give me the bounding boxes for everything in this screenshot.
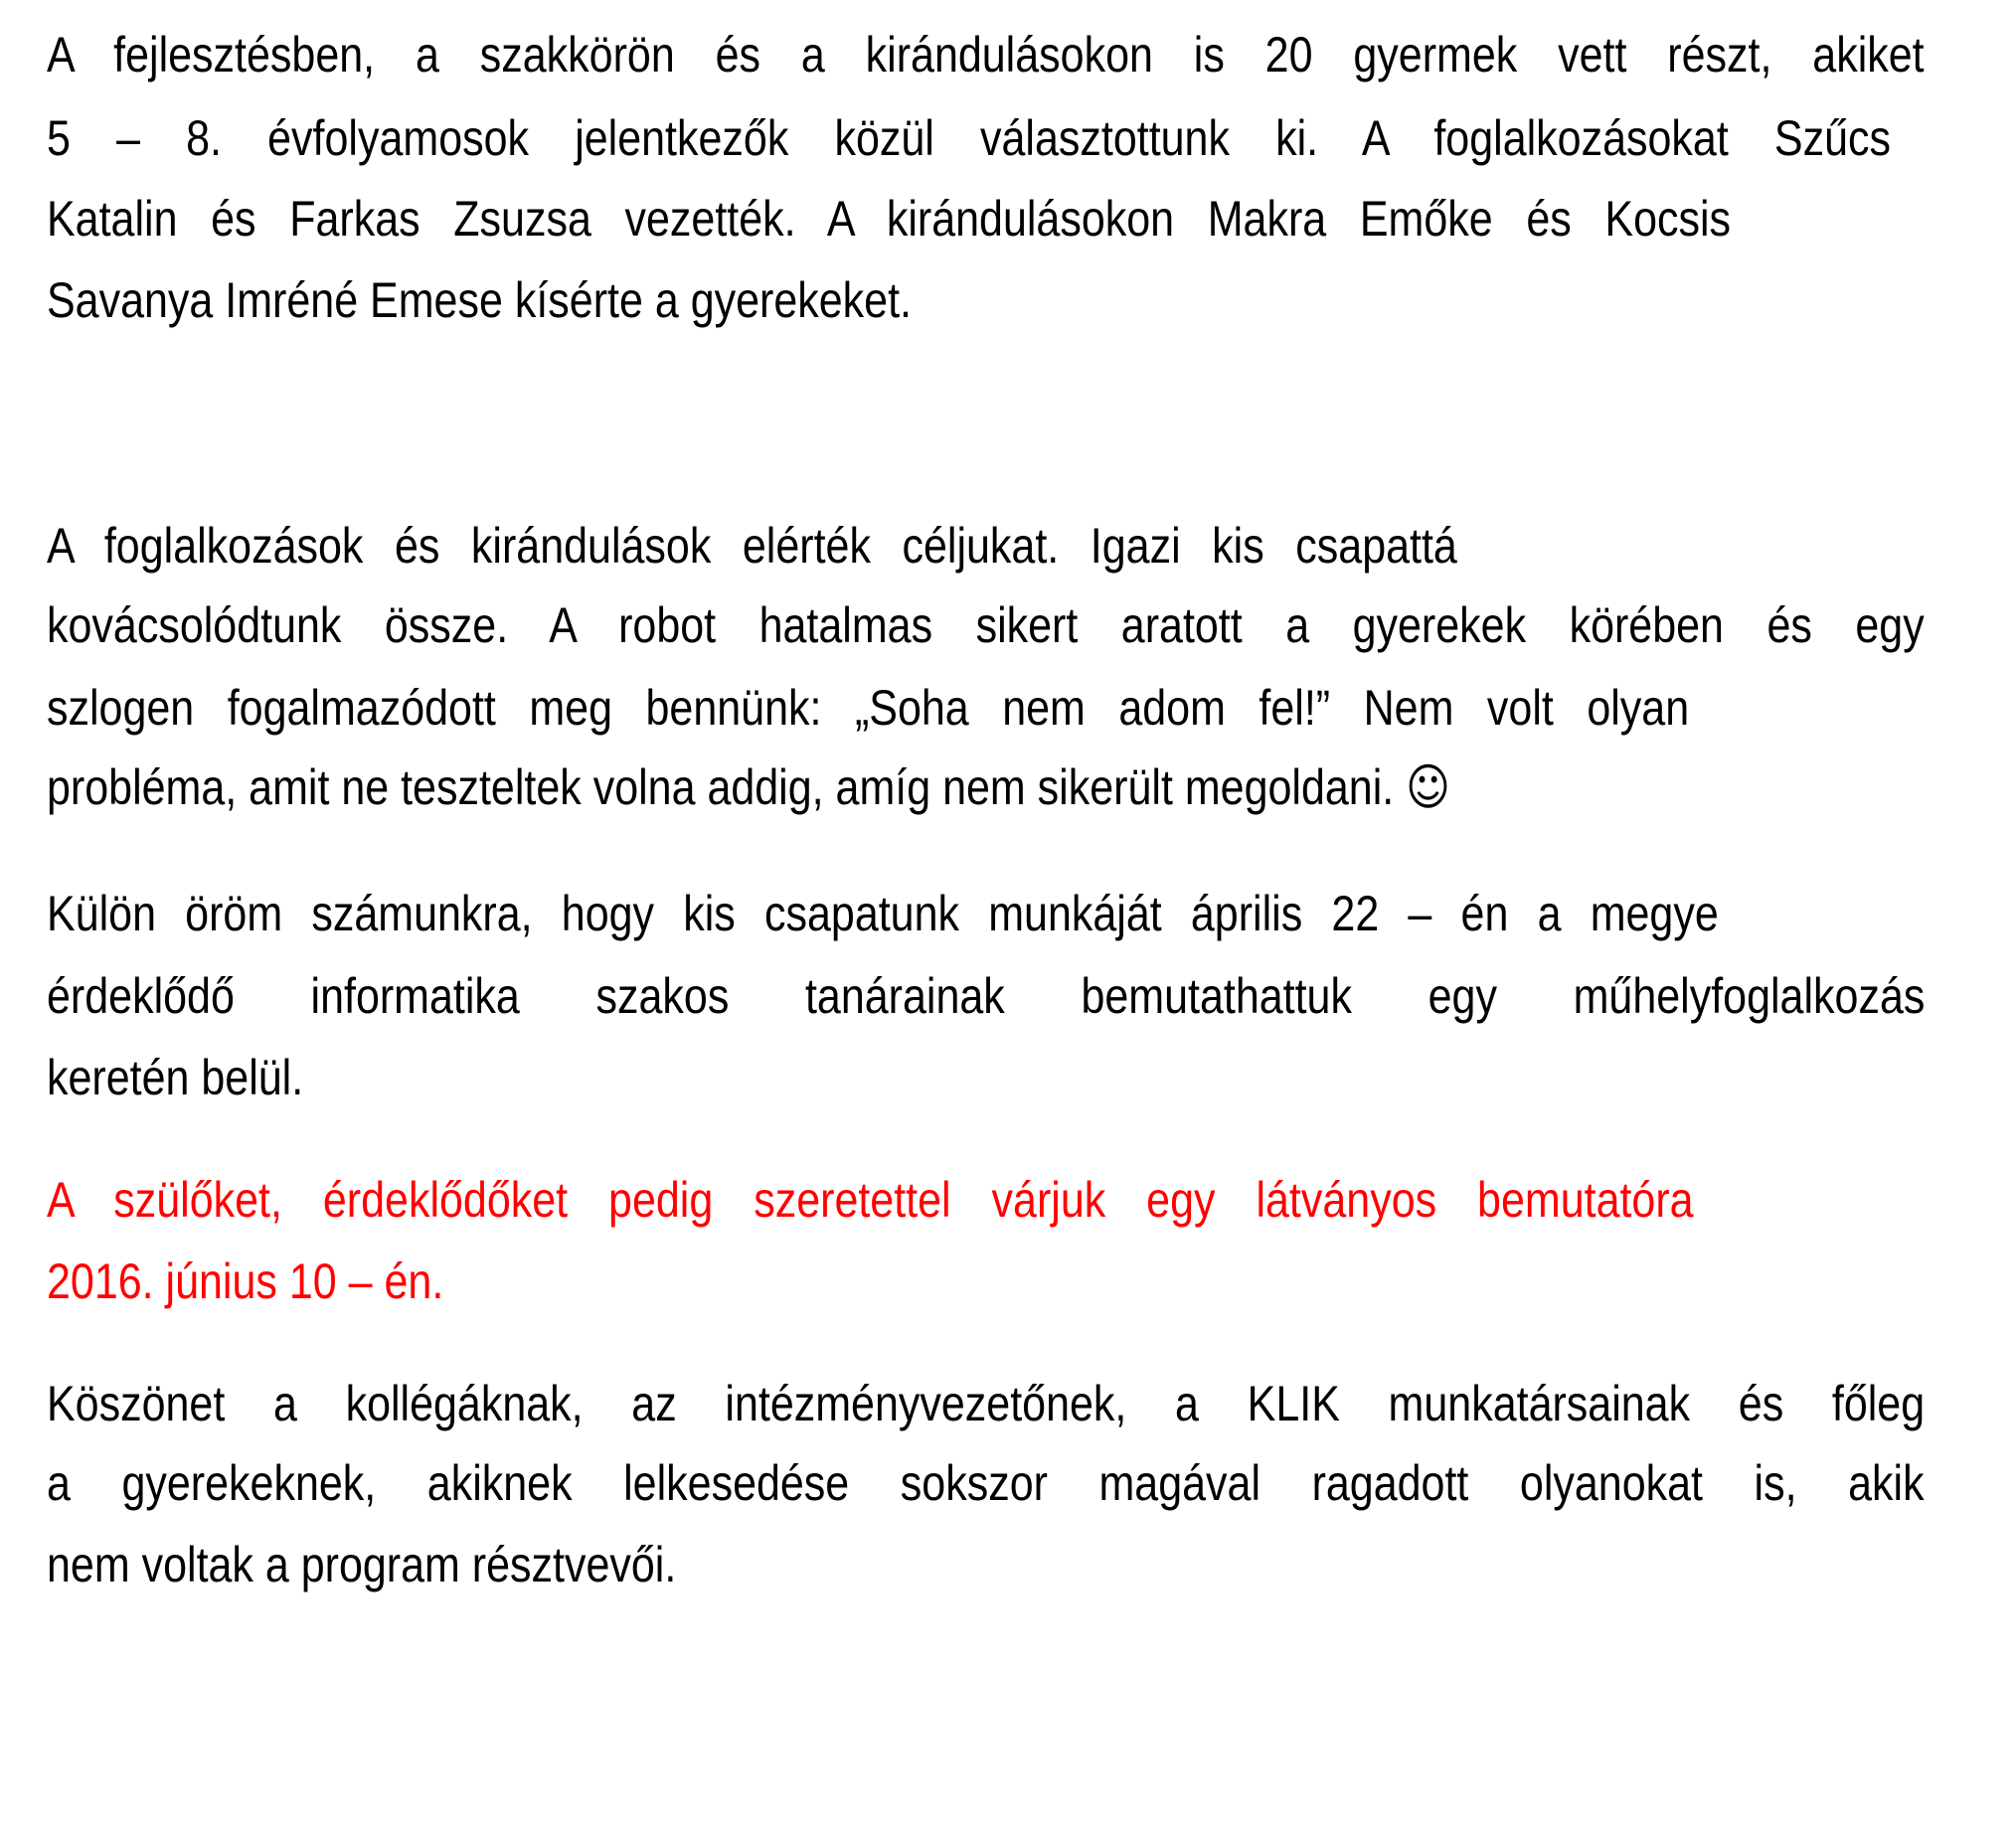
text-line: A foglalkozások és kirándulások elérték céljukat. Igazi kis csapattá — [47, 518, 1457, 574]
highlight-text-line: 2016. június 10 – én. — [47, 1253, 444, 1309]
text-line: 5 – 8. évfolyamosok jelentkezők közül választottunk ki. A foglalkozásokat Szűcs — [47, 110, 1892, 166]
text-line-content: probléma, amit ne teszteltek volna addig, amíg nem sikerült megoldani. — [47, 759, 1395, 815]
text-line: A fejlesztésben, a szakkörön és a kirándulásokon is 20 gyermek vett részt, akiket — [47, 27, 1925, 83]
text-line: nem voltak a program résztvevői. — [47, 1537, 677, 1592]
text-line: Köszönet a kollégáknak, az intézményvezetőnek, a KLIK munkatársainak és főleg — [47, 1376, 1926, 1431]
highlight-text-line: A szülőket, érdeklődőket pedig szeretettel várjuk egy látványos bemutatóra — [47, 1172, 1694, 1228]
text-line: Katalin és Farkas Zsuzsa vezették. A kirándulásokon Makra Emőke és Kocsis — [47, 191, 1732, 247]
text-line: Savanya Imréné Emese kísérte a gyerekeket. — [47, 272, 912, 328]
text-line: keretén belül. — [47, 1050, 304, 1105]
text-line: kovácsolódtunk össze. A robot hatalmas sikert aratott a gyerekek körében és egy — [47, 597, 1925, 653]
text-line: Külön öröm számunkra, hogy kis csapatunk munkáját április 22 – én a megye — [47, 886, 1719, 941]
text-line: a gyerekeknek, akiknek lelkesedése sokszor magával ragadott olyanokat is, akik — [47, 1455, 1925, 1511]
text-line: érdeklődő informatika szakos tanárainak bemutathattuk egy műhelyfoglalkozás — [47, 968, 1926, 1024]
text-line — [47, 752, 1925, 822]
text-line: szlogen fogalmazódott meg bennünk: „Soha nem adom fel!” Nem volt olyan — [47, 680, 1690, 736]
smiley-icon: ☺ — [1406, 758, 1450, 816]
